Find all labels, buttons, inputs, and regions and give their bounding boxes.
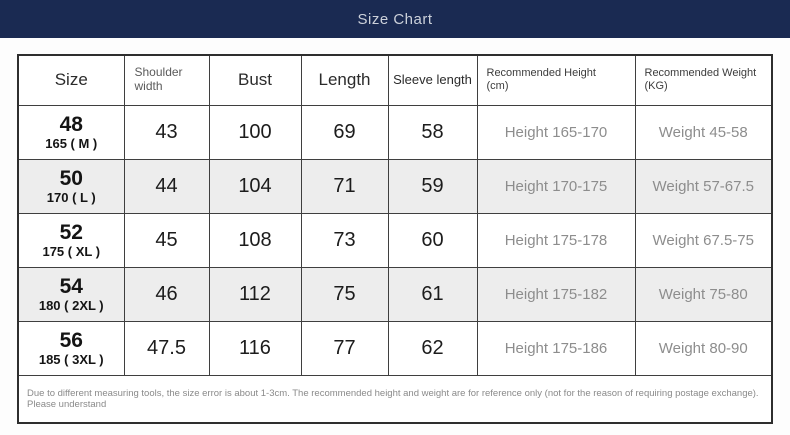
size-cell bbox=[18, 213, 124, 267]
table-row bbox=[18, 321, 772, 375]
length-value: 77 bbox=[301, 321, 388, 375]
header-size: Size bbox=[18, 55, 124, 105]
sleeve-value: 58 bbox=[388, 105, 477, 159]
header-height: Recommended Height (cm) bbox=[477, 55, 635, 105]
shoulder-value: 44 bbox=[124, 159, 209, 213]
weight-range: Weight 45-58 bbox=[635, 105, 772, 159]
length-value: 69 bbox=[301, 105, 388, 159]
size-cell bbox=[18, 267, 124, 321]
sleeve-value: 60 bbox=[388, 213, 477, 267]
size-cell bbox=[18, 159, 124, 213]
size-cell bbox=[18, 321, 124, 375]
table-row bbox=[18, 267, 772, 321]
size-value: 56 bbox=[59, 328, 83, 352]
height-range: Height 175-186 bbox=[477, 321, 635, 375]
length-value: 75 bbox=[301, 267, 388, 321]
shoulder-value: 45 bbox=[124, 213, 209, 267]
height-range: Height 175-178 bbox=[477, 213, 635, 267]
bust-value: 108 bbox=[209, 213, 301, 267]
sleeve-value: 59 bbox=[388, 159, 477, 213]
page-title: Size Chart bbox=[357, 10, 433, 28]
note-row bbox=[18, 375, 772, 423]
bust-value: 116 bbox=[209, 321, 301, 375]
header-bust: Bust bbox=[209, 55, 301, 105]
size-value: 48 bbox=[59, 112, 83, 136]
shoulder-value: 46 bbox=[124, 267, 209, 321]
size-sublabel: 170 ( L ) bbox=[46, 189, 96, 205]
size-sublabel: 180 ( 2XL ) bbox=[38, 297, 104, 313]
size-sublabel: 165 ( M ) bbox=[45, 135, 98, 151]
weight-range: Weight 67.5-75 bbox=[635, 213, 772, 267]
weight-range: Weight 80-90 bbox=[635, 321, 772, 375]
size-cell bbox=[18, 105, 124, 159]
sleeve-value: 62 bbox=[388, 321, 477, 375]
table-row bbox=[18, 105, 772, 159]
header-sleeve: Sleeve length bbox=[388, 55, 477, 105]
bust-value: 100 bbox=[209, 105, 301, 159]
title-band bbox=[0, 0, 790, 38]
length-value: 73 bbox=[301, 213, 388, 267]
header-weight: Recommended Weight (KG) bbox=[635, 55, 772, 105]
weight-range: Weight 57-67.5 bbox=[635, 159, 772, 213]
size-value: 52 bbox=[59, 220, 83, 244]
height-range: Height 175-182 bbox=[477, 267, 635, 321]
size-value: 54 bbox=[59, 274, 83, 298]
height-range: Height 165-170 bbox=[477, 105, 635, 159]
shoulder-value: 47.5 bbox=[124, 321, 209, 375]
disclaimer-note: Due to different measuring tools, the size error is about 1-3cm. The recommended height and weight are for reference only (not for the reason of requiring postage exchange). Please understand bbox=[18, 375, 772, 423]
bust-value: 112 bbox=[209, 267, 301, 321]
size-sublabel: 175 ( XL ) bbox=[42, 243, 101, 259]
length-value: 71 bbox=[301, 159, 388, 213]
weight-range: Weight 75-80 bbox=[635, 267, 772, 321]
table-header-row bbox=[18, 55, 772, 105]
sleeve-value: 61 bbox=[388, 267, 477, 321]
height-range: Height 170-175 bbox=[477, 159, 635, 213]
bust-value: 104 bbox=[209, 159, 301, 213]
size-sublabel: 185 ( 3XL ) bbox=[38, 351, 104, 367]
header-shoulder: Shoulder width bbox=[124, 55, 209, 105]
size-value: 50 bbox=[59, 166, 83, 190]
size-table bbox=[17, 54, 773, 424]
table-row bbox=[18, 213, 772, 267]
shoulder-value: 43 bbox=[124, 105, 209, 159]
header-length: Length bbox=[301, 55, 388, 105]
table-row bbox=[18, 159, 772, 213]
